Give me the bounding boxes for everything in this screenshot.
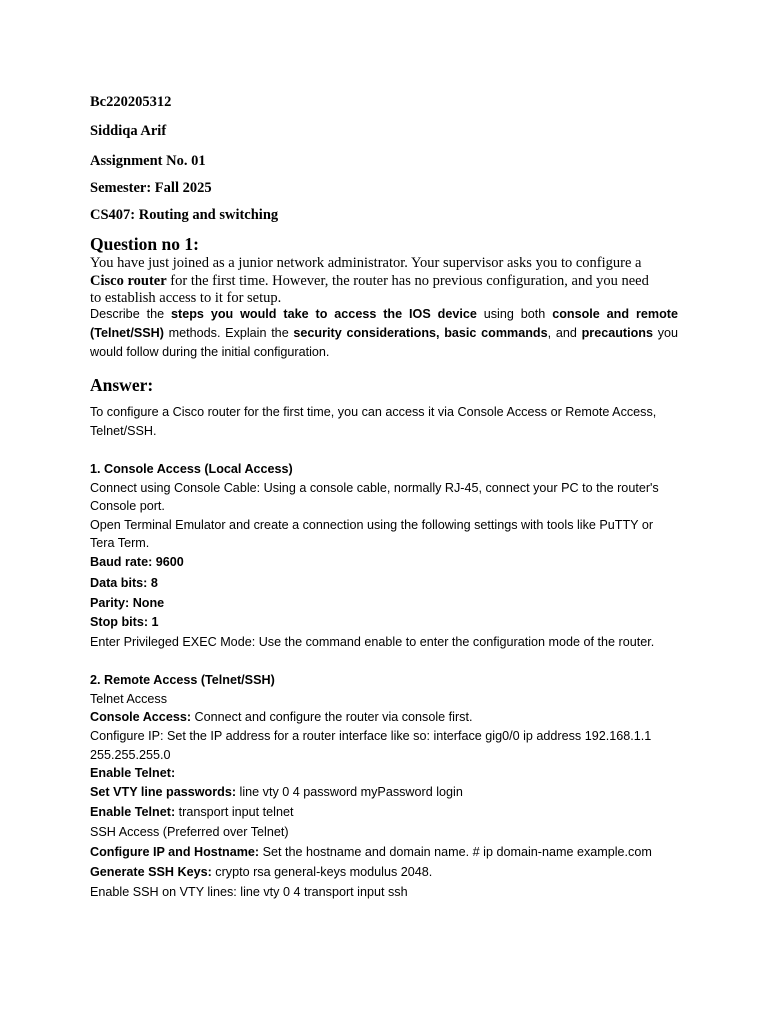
generate-ssh-keys: Generate SSH Keys: crypto rsa general-keys modulus 2048. bbox=[90, 865, 433, 879]
question-para2-line2: (Telnet/SSH) methods. Explain the security considerations, basic commands, and precautions you bbox=[90, 326, 679, 340]
console-line4: Tera Term. bbox=[90, 536, 150, 550]
question-para1-line2: Cisco router for the first time. However, the router has no previous configuration, and you need bbox=[90, 273, 649, 289]
assignment-number: Assignment No. 01 bbox=[90, 153, 206, 169]
question-para1-line1: You have just joined as a junior network administrator. Your supervisor asks you to configure a bbox=[90, 255, 642, 271]
ssh-access: SSH Access (Preferred over Telnet) bbox=[90, 825, 289, 839]
question-para2-line1: Describe the steps you would take to access the IOS device using both console and remote bbox=[90, 307, 678, 321]
course-title: CS407: Routing and switching bbox=[90, 207, 279, 223]
enable-ssh-vty: Enable SSH on VTY lines: line vty 0 4 transport input ssh bbox=[90, 885, 408, 899]
parity: Parity: None bbox=[90, 596, 165, 610]
console-line1: Connect using Console Cable: Using a console cable, normally RJ-45, connect your PC to the router's bbox=[90, 481, 659, 495]
configure-hostname: Configure IP and Hostname: Set the hostname and domain name. # ip domain-name example.com bbox=[90, 845, 652, 859]
semester: Semester: Fall 2025 bbox=[90, 180, 212, 196]
question-para2-line3: would follow during the initial configuration. bbox=[90, 345, 330, 359]
answer-intro-line1: To configure a Cisco router for the first time, you can access it via Console Access or Remote Access, bbox=[90, 405, 657, 419]
console-heading: 1. Console Access (Local Access) bbox=[90, 462, 293, 476]
console-line2: Console port. bbox=[90, 499, 165, 513]
answer-title: Answer: bbox=[90, 375, 154, 395]
vty-passwords: Set VTY line passwords: line vty 0 4 password myPassword login bbox=[90, 785, 463, 799]
enable-telnet: Enable Telnet: transport input telnet bbox=[90, 805, 294, 819]
console-line5: Enter Privileged EXEC Mode: Use the command enable to enter the configuration mode of the router. bbox=[90, 635, 655, 649]
configure-ip-line1: Configure IP: Set the IP address for a router interface like so: interface gig0/0 ip address 192.168.1.1 bbox=[90, 729, 652, 743]
student-id: Bc220205312 bbox=[90, 94, 172, 110]
answer-intro-line2: Telnet/SSH. bbox=[90, 424, 157, 438]
student-name: Siddiqa Arif bbox=[90, 123, 167, 139]
stop-bits: Stop bits: 1 bbox=[90, 615, 159, 629]
data-bits: Data bits: 8 bbox=[90, 576, 158, 590]
question-para1-line3: to establish access to it for setup. bbox=[90, 290, 282, 306]
baud-rate: Baud rate: 9600 bbox=[90, 555, 184, 569]
remote-heading: 2. Remote Access (Telnet/SSH) bbox=[90, 673, 275, 687]
console-access-step: Console Access: Connect and configure the router via console first. bbox=[90, 710, 473, 724]
question-title: Question no 1: bbox=[90, 234, 199, 254]
cisco-router-bold: Cisco router bbox=[90, 273, 167, 289]
enable-telnet-heading: Enable Telnet: bbox=[90, 766, 176, 780]
configure-ip-line2: 255.255.255.0 bbox=[90, 748, 171, 762]
console-line3: Open Terminal Emulator and create a connection using the following settings with tools like PuTTY or bbox=[90, 518, 654, 532]
telnet-access: Telnet Access bbox=[90, 692, 168, 706]
